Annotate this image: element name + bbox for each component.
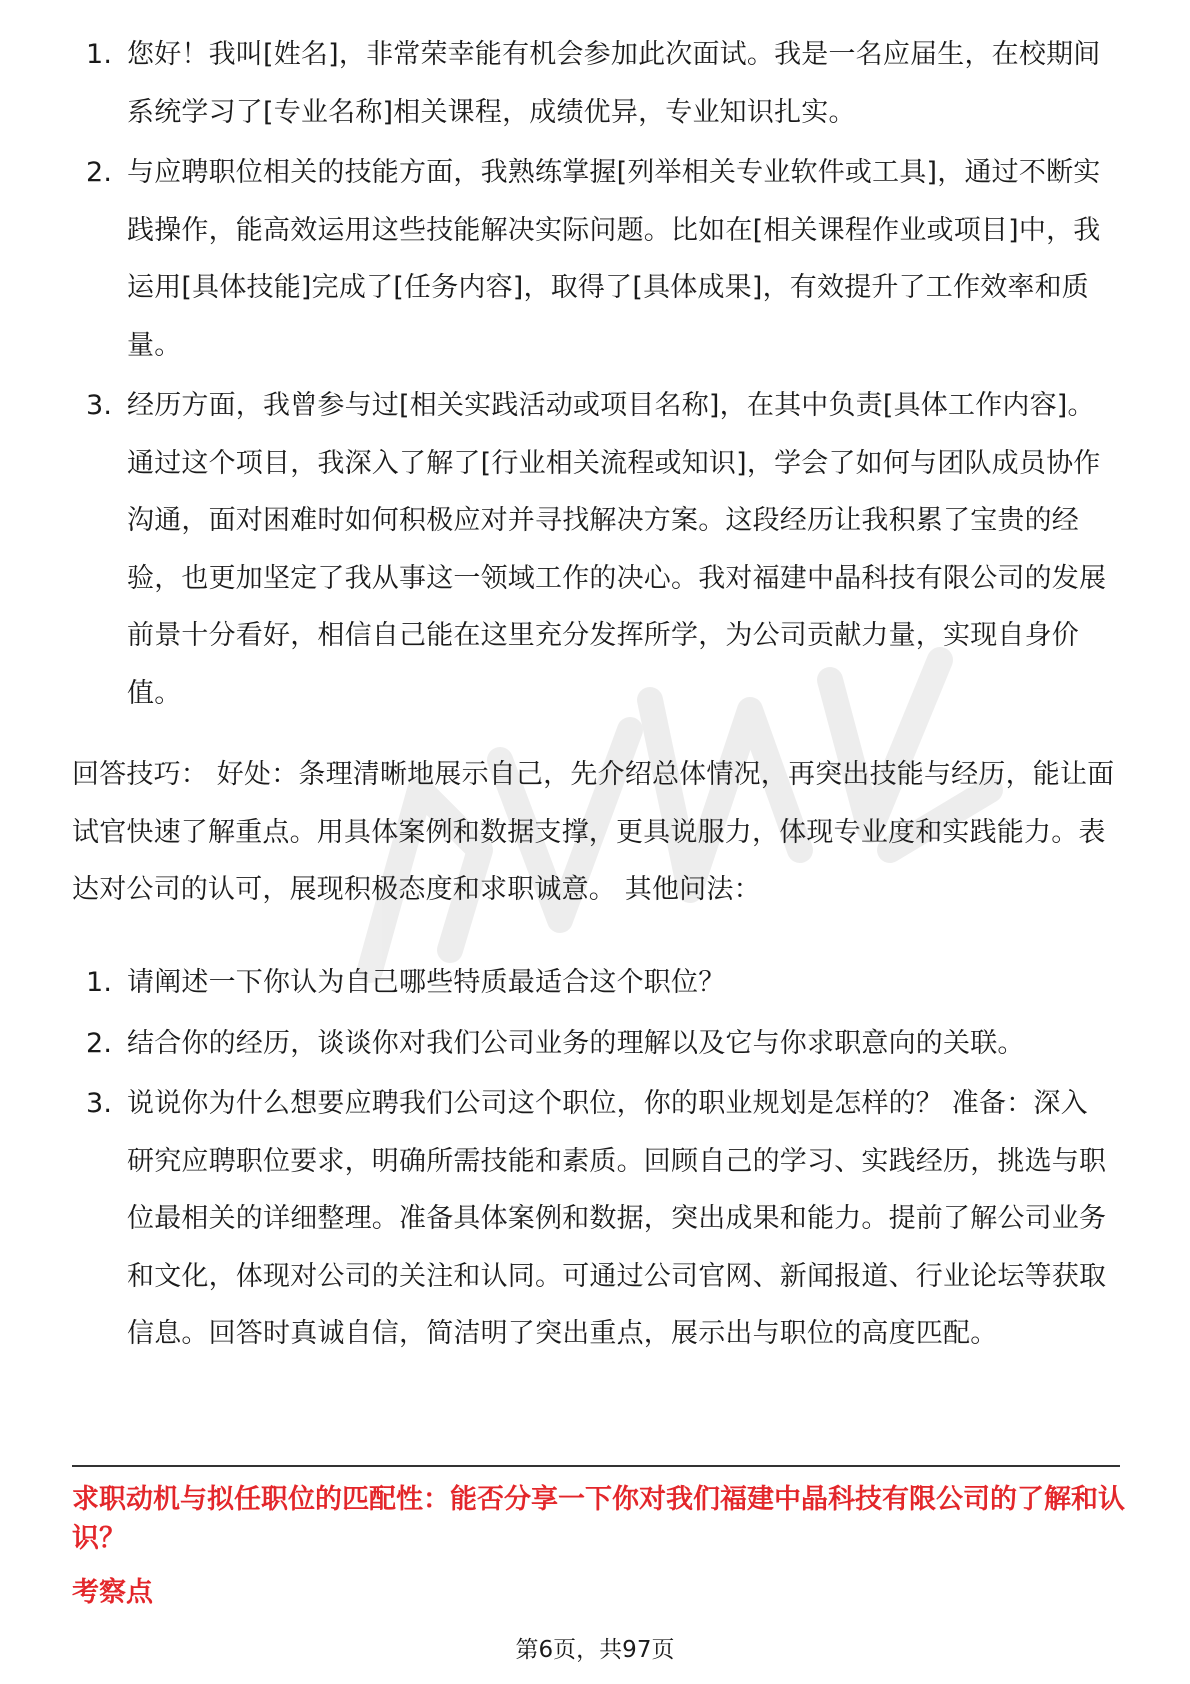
list-item-number: 2. <box>86 1027 113 1059</box>
list-item <box>72 1075 1112 1363</box>
list-item-number: 2. <box>86 157 113 188</box>
tips-paragraph: 回答技巧： 好处：条理清晰地展示自己，先介绍总体情况，再突出技能与经历，能让面试官快速了解重点。用具体案例和数据支撑，更具说服力，体现专业度和实践能力。表达对公司的认可，展现积极态度和求职诚意。 其他问法： <box>72 759 1115 905</box>
list-item-text: 与应聘职位相关的技能方面，我熟练掌握[列举相关专业软件或工具]，通过不断实践操作，能高效运用这些技能解决实际问题。比如在[相关课程作业或项目]中，我运用[具体技能]完成了[任务内容]，取得了[具体成果]，有效提升了工作效率和质量。 <box>127 157 1101 361</box>
section-heading: 求职动机与拟任职位的匹配性：能否分享一下你对我们福建中晶科技有限公司的了解和认识？ <box>72 1484 1125 1554</box>
list-item-number: 1. <box>86 967 113 998</box>
section-divider <box>72 1465 1120 1467</box>
list-item-number: 3. <box>86 1088 113 1119</box>
alternate-questions-list <box>72 954 1112 1363</box>
list-item-text: 结合你的经历，谈谈你对我们公司业务的理解以及它与你求职意向的关联。 <box>127 1027 1025 1059</box>
list-item-text: 请阐述一下你认为自己哪些特质最适合这个职位？ <box>127 967 726 998</box>
list-item <box>72 144 1112 374</box>
list-item-text: 经历方面，我曾参与过[相关实践活动或项目名称]，在其中负责[具体工作内容]。通过这个项目，我深入了解了[行业相关流程或知识]，学会了如何与团队成员协作沟通，面对困难时如何积极应对并寻找解决方案。这段经历让我积累了宝贵的经验，也更加坚定了我从事这一领域工作的决心。我对福建中晶科技有限公司的发展前景十分看好，相信自己能在这里充分发挥所学，为公司贡献力量，实现自身价值。 <box>127 390 1107 709</box>
list-item-text: 说说你为什么想要应聘我们公司这个职位，你的职业规划是怎样的？ 准备：深入研究应聘职位要求，明确所需技能和素质。回顾自己的学习、实践经历，挑选与职位最相关的详细整理。准备具体案例和数据，突出成果和能力。提前了解公司业务和文化，体现对公司的关注和认同。可通过公司官网、新闻报道、行业论坛等获取信息。回答时真诚自信，简洁明了突出重点，展示出与职位的高度匹配。 <box>127 1088 1107 1349</box>
page-number-footer: 第6页，共97页 <box>515 1637 675 1663</box>
list-item <box>72 1015 1112 1073</box>
section-subheading: 考察点 <box>72 1577 153 1608</box>
list-item-text: 您好！我叫[姓名]，非常荣幸能有机会参加此次面试。我是一名应届生，在校期间系统学习了[专业名称]相关课程，成绩优异，专业知识扎实。 <box>127 39 1101 128</box>
answer-points-list <box>72 26 1112 722</box>
list-item-number: 3. <box>86 390 113 421</box>
list-item <box>72 954 1112 1012</box>
list-item <box>72 377 1112 722</box>
list-item-number: 1. <box>86 39 113 70</box>
list-item <box>72 26 1112 141</box>
